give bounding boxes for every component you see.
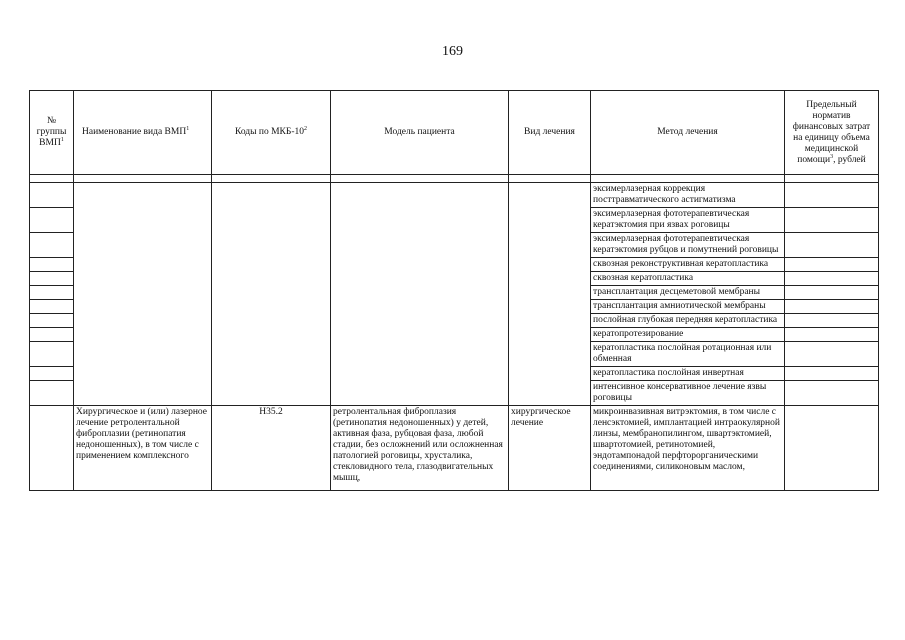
codes-cell-empty <box>212 183 331 406</box>
method-cell: микроинвазивная витрэктомия, в том числе с ленсэктомией, имплантацией интраокулярной линзы, мембранопилингом, швартэктомией, швартотомией, ретинотомией, эндотампонадой перфторорганическими соединениями, силиконовым маслом, <box>591 406 785 491</box>
method-cell: эксимерлазерная фототерапевтическая кератэктомия рубцов и помутнений роговицы <box>591 233 785 258</box>
icd-code-cell: H35.2 <box>212 406 331 491</box>
method-cell: трансплантация амниотической мембраны <box>591 300 785 314</box>
page-number: 169 <box>442 44 463 59</box>
method-cell: кератопластика послойная инвертная <box>591 367 785 381</box>
method-cell: эксимерлазерная коррекция посттравматического астигматизма <box>591 183 785 208</box>
treatment-cell-empty <box>509 183 591 406</box>
header-treatment: Вид лечения <box>509 91 591 175</box>
method-cell: сквозная кератопластика <box>591 272 785 286</box>
model-cell-empty <box>331 183 509 406</box>
spacer-row <box>30 175 879 183</box>
header-row <box>30 91 879 175</box>
method-cell: эксимерлазерная фототерапевтическая кератэктомия при язвах роговицы <box>591 208 785 233</box>
method-cell: трансплантация десцеметовой мембраны <box>591 286 785 300</box>
table-row <box>30 183 879 208</box>
method-cell: кератопротезирование <box>591 328 785 342</box>
method-cell: кератопластика послойная ротационная или обменная <box>591 342 785 367</box>
vmp-table <box>29 90 879 491</box>
header-method: Метод лечения <box>591 91 785 175</box>
header-codes: Коды по МКБ-$10^2$ <box>212 91 331 175</box>
header-norm: Предельный норматив финансовых затрат на единицу объема медицинской помощи$^3$, рублей <box>785 91 879 175</box>
header-group-no: № группы ВМП$^1$ <box>30 91 74 175</box>
header-model: Модель пациента <box>331 91 509 175</box>
table-row-retinopathy <box>30 406 879 491</box>
method-cell: интенсивное консервативное лечение язвы роговицы <box>591 381 785 406</box>
patient-model-cell: ретролентальная фиброплазия (ретинопатия недоношенных) у детей, активная фаза, рубцовая фаза, любой стадии, без осложнений или осложненная патологией роговицы, хрусталика, стекловидного тела, глазодвигательных мышц, <box>331 406 509 491</box>
vmp-name-cell: Хирургическое и (или) лазерное лечение ретролентальной фиброплазии (ретинопатия недоношенных), в том числе с применением комплексного <box>74 406 212 491</box>
name-cell-empty <box>74 183 212 406</box>
method-cell: сквозная реконструктивная кератопластика <box>591 258 785 272</box>
method-cell: послойная глубокая передняя кератопластика <box>591 314 785 328</box>
treatment-type-cell: хирургическое лечение <box>509 406 591 491</box>
header-name: Наименование вида ВМП$^1$ <box>74 91 212 175</box>
